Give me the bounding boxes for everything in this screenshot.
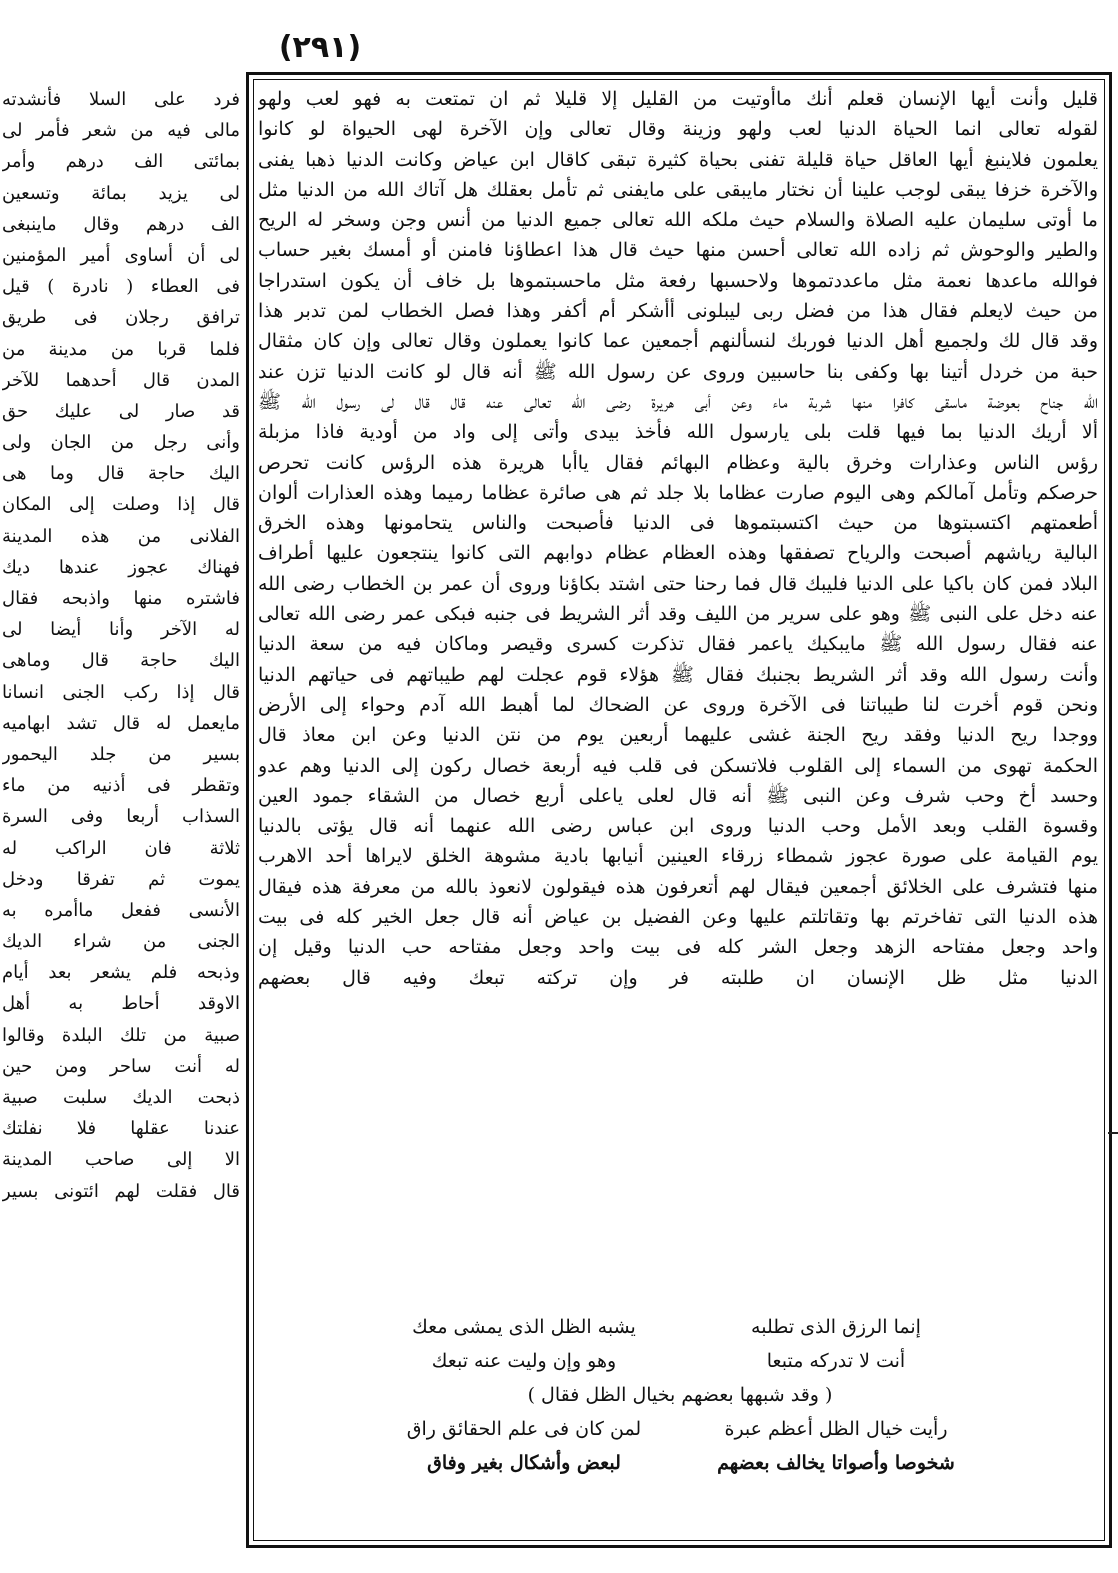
main-text-line: هذه الدنيا التى تفاخرتم بها وتقاتلتم عليها وعن الفضيل بن عياض أنه قال جعل الخير كله فى بيت	[258, 906, 1098, 929]
main-text-line: عنه فقال رسول الله ﷺ مايبكيك ياعمر فقال تذكرت كسرى وقيصر وماكان فيه من سعة الدنيا	[258, 633, 1098, 656]
margin-text-line: فرد على السلا فأنشدته	[2, 89, 240, 110]
margin-text-line: مايعمل له قال تشد ابهاميه	[2, 712, 240, 734]
main-text-line: الدنيا مثل ظل الإنسان ان طلبته فر وإن تركته تبعك وفيه قال بعضهم	[258, 966, 1098, 989]
main-text-line: ما أوتى سليمان عليه الصلاة والسلام حيث ملكه الله تعالى جميع الدنيا من أنس وجن وسخر له الريح	[258, 209, 1098, 232]
main-text-line: واحد وجعل مفتاحه الزهد وجعل الشر كله فى بيت واحد وجعل مفتاحه حب الدنيا وقيل إن	[258, 936, 1098, 959]
poem-hemistich-left: يشبه الظل الذى يمشى معك	[412, 1316, 636, 1338]
margin-text-line: الفلانى من هذه المدينة	[2, 525, 240, 547]
margin-text-line: بمائتى الف درهم وأمر	[2, 151, 240, 173]
margin-text-line: لى يزيد بمائة وتسعين	[2, 182, 240, 204]
margin-text-line: السذاب أربعا وفى السرة	[2, 806, 240, 828]
margin-text-line: فاشتره منها واذبحه فقال	[2, 588, 240, 609]
margin-text-line: الاوقد أحاط به أهل	[2, 993, 240, 1015]
main-text-line: الحكمة تهوى من السماء إلى القلوب فلاتسكن فى قلب فيه أربعة خصال ركون إلى الدنيا وهم عدو	[258, 754, 1098, 777]
poem-block	[380, 1310, 980, 1480]
poem-hemistich-right: رأيت خيال الظل أعظم عبرة	[724, 1418, 948, 1440]
poem-verse	[380, 1446, 980, 1480]
margin-text-line: له أنت ساحر ومن حين	[2, 1055, 240, 1077]
main-text-line: حبة من خردل أتينا بها وكفى بنا حاسبين وروى عن رسول الله ﷺ أنه قال لو كانت الدنيا تزن عند	[258, 360, 1098, 383]
main-text-line: والطير والوحوش ثم زاده الله تعالى أحسن منها حيث قال هذا اعطاؤنا فامنن أو أمسك بغير حساب	[258, 239, 1098, 262]
margin-text-line: لى أن أساوى أمير المؤمنين	[2, 244, 240, 266]
margin-text-line: وذبحه فلم يشعر بعد أيام	[2, 962, 240, 984]
margin-text-line: فلما قربا من مدينة من	[2, 338, 240, 360]
margin-text-line: له الآخر وأنا أيضا لى	[2, 619, 240, 641]
margin-text-line: قد صار لى عليك حق	[2, 400, 240, 422]
main-text-line: وحسد أخ وحب شرف وعن النبى ﷺ أنه قال لعلى ياعلى أربع خصال من الشقاء جمود العين	[258, 784, 1098, 807]
main-text-line: وقسوة القلب وبعد الأمل وحب الدنيا وروى ابن عباس رضى الله عنهما أنه قال يؤتى بالدنيا	[258, 815, 1098, 838]
margin-text-column	[2, 84, 240, 1207]
margin-text-line: ذبحت الديك سلبت صبية	[2, 1087, 240, 1108]
main-text-line: حرصكم وتأمل آمالكم وهى اليوم صارت عظاما بلا جلد ثم هى صائرة عظاما رميما وهذه العذارات ألوان	[258, 481, 1098, 504]
main-text-line: البالية رياشهم أصبحت والرياح تصفقها وهذه العظام عظام دوابهم التى كانوا ينتجعون عليها أطراف	[258, 542, 1098, 565]
poem-hemistich-left: وهو وإن وليت عنه تبعك	[431, 1350, 617, 1372]
margin-text-line: قال فقلت لهم ائتونى بسير	[2, 1180, 240, 1202]
main-text-line: قليل وأنت أيها الإنسان قعلم أنك ماأوتيت من القليل إلا قليلا ثم ان تمتعت به فهو لعب ولهو	[258, 88, 1098, 110]
main-text-line: ألا أريك الدنيا بما فيها قلت بلى يارسول الله فأخذ بيدى وأتى إلى واد من أودية فاذا مزبلة	[258, 421, 1098, 444]
margin-text-line: وتقطر فى أذنيه من ماء	[2, 775, 240, 797]
poem-hemistich-right: شخوصا وأصواتا يخالف بعضهم	[717, 1452, 955, 1474]
margin-text-line: قال إذا وصلت إلى المكان	[2, 494, 240, 516]
main-text-line: يوم القيامة على صورة عجوز شمطاء زرقاء العينين أنيابها بادية مشوهة الخلق لايراها أحد الاهرب	[258, 845, 1098, 868]
margin-text-line: مالى فيه من شعر فأمر لى	[2, 120, 240, 142]
margin-text-line: الجنى من شراء الديك	[2, 931, 240, 953]
main-text-line: يعلمون فلاينبغ أيها العاقل حياة قليلة تفنى بحياة كثيرة تبقى كاقال ابن عياض وكانت الدنيا ذهبا يفنى	[258, 148, 1098, 171]
main-text-line: عنه دخل على النبى ﷺ وهو على سرير من الليف وقد أثر الشريط فى جنبه فبكى عمر رضى الله تعالى	[258, 603, 1098, 626]
margin-text-line: المدن قال أحدهما للآخر	[2, 369, 240, 391]
margin-text-line: بسير من جلد اليحمور	[2, 743, 240, 765]
poem-heading: ( وقد شبهها بعضهم بخيال الظل فقال )	[527, 1384, 833, 1406]
page-number: (٢٩١)	[278, 30, 362, 65]
poem-hemistich-right: أنت لا تدركه متبعا	[766, 1350, 906, 1372]
main-text-body	[258, 84, 1098, 993]
margin-text-line: الا إلى صاحب المدينة	[2, 1149, 240, 1171]
edge-mark	[1108, 1132, 1118, 1134]
margin-text-line: فهناك عجوز عندها ديك	[2, 556, 240, 578]
poem-hemistich-left: لبعض وأشكال بغير وفاق	[427, 1452, 621, 1474]
margin-text-line: قال إذا ركب الجنى انسانا	[2, 681, 240, 703]
poem-verse	[380, 1310, 980, 1344]
margin-text-line: الأنسى ففعل ماأمره به	[2, 899, 240, 921]
poem-hemistich-left: لمن كان فى علم الحقائق راق	[406, 1418, 642, 1440]
main-text-line: الله جناح بعوضة ماسقى كافرا منها شربة ماء وعن أبى هريرة رضى الله تعالى عنه قال قال لى رسول الله ﷺ	[258, 390, 1098, 413]
main-text-line: رؤس الناس وعذارات وخرق بالية وعظام البهائم فقال ياأبا هريرة هذه الرؤس كانت تحرص	[258, 451, 1098, 474]
poem-verse	[380, 1344, 980, 1378]
main-text-line: منها فتشرف على الخلائق أجمعين فيقال لهم أتعرفون هذه فيقولون لانعوذ بالله من معرفة هذه فيقال	[258, 875, 1098, 898]
margin-text-line: عندنا عقلها فلا نفلتك	[2, 1118, 240, 1140]
margin-text-line: ثلاثة فان الراكب له	[2, 837, 240, 859]
main-text-line: من حيث لايعلم فقال هذا من فضل ربى ليبلونى أأشكر أم أكفر وهذا فصل الخطاب لمن تدبر هذا	[258, 300, 1098, 323]
margin-text-line: فى العطاء ( نادرة ) قيل	[2, 276, 240, 298]
margin-text-line: صبية من تلك البلدة وقالوا	[2, 1024, 240, 1046]
main-text-line: والآخرة خزفا يبقى لوجب علينا أن نختار مايبقى على مايفنى ثم تأمل بعقلك هل آتاك الله من الدنيا مثل	[258, 178, 1098, 201]
poem-verse	[380, 1412, 980, 1446]
main-text-line: فوالله ماعدها نعمة مثل ماعددتموها ولاحسبها رفعة مثل ماحسبتموها بل خاف أن يكون استدراجا	[258, 269, 1098, 292]
margin-text-line: يموت ثم تفرقا ودخل	[2, 868, 240, 890]
margin-text-line: اليك حاجة قال وما هى	[2, 463, 240, 485]
main-text-line: أطعمتهم اكتسبتوها من حيث اكتسبتموها فى الدنيا فأصبحت والناس يتحامونها وهذه الخرق	[258, 512, 1098, 535]
main-text-line: لقوله تعالى انما الحياة الدنيا لعب ولهو وزينة وقال تعالى وإن الآخرة لهى الحيواة لو كانوا	[258, 118, 1098, 141]
main-text-line: البلاد فمن كان باكيا على الدنيا فليبك قال فما رحنا حتى اشتد بكاؤنا وروى أن عمر بن الخطاب رضى الله	[258, 572, 1098, 595]
margin-text-line: ترافق رجلان فى طريق	[2, 307, 240, 329]
main-text-line: وأنت رسول الله وقد أثر الشريط بجنبك فقال ﷺ هؤلاء قوم عجلت لهم طيباتهم فى حياتهم الدنيا	[258, 663, 1098, 686]
main-text-line: ووجدا ريح الدنيا وفقد ريح الجنة غشى عليهما أربعين يوم من نتن الدنيا وعن ابن معاذ قال	[258, 724, 1098, 747]
main-text-line: وقد قال لك ولجميع أهل الدنيا فوربك لنسألنهم أجمعين عما كانوا يعملون وقال تعالى وإن كان مثقال	[258, 330, 1098, 353]
poem-hemistich-right: إنما الرزق الذى تطلبه	[751, 1316, 921, 1338]
margin-text-line: الف درهم وقال ماينبغى	[2, 213, 240, 235]
main-text-line: ونحن قوم أخرت لنا طيباتنا فى الآخرة وروى عن الضحاك لما أهبط الله آدم وحواء إلى الأرض	[258, 693, 1098, 716]
margin-text-line: وأنى رجل من الجان ولى	[2, 432, 240, 454]
margin-text-line: اليك حاجة قال وماهى	[2, 650, 240, 672]
